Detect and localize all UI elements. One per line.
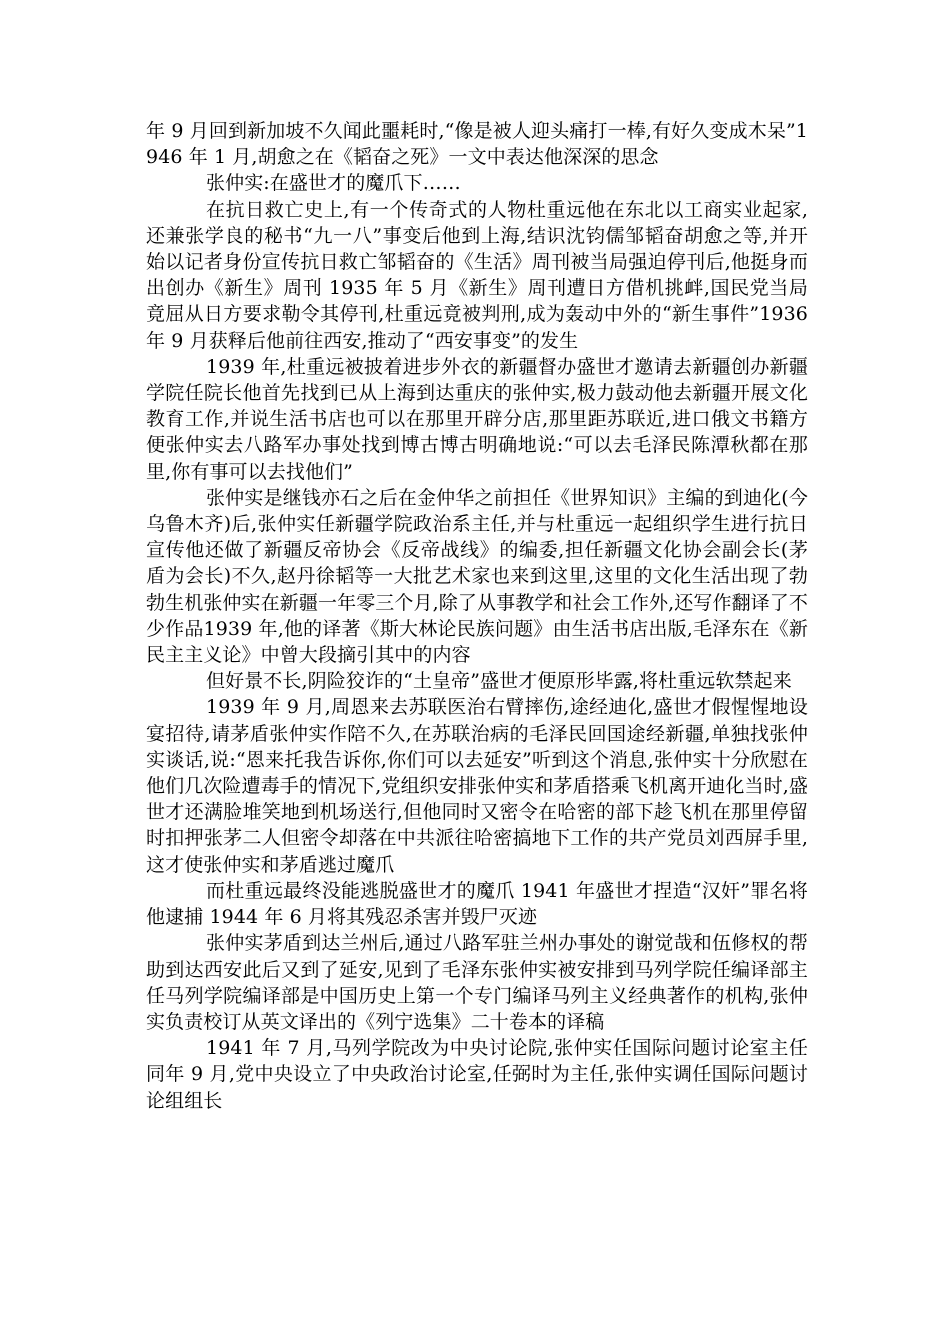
paragraph-9: 张仲实茅盾到达兰州后,通过八路军驻兰州办事处的谢觉哉和伍修权的帮助到达西安此后又到了延安,见到了毛泽东张仲实被安排到马列学院任编译部主任马列学院编译部是中国历史上第一个专门编译马列主义经典著作的机构,张仲实负责校订从英文译出的《列宁选集》二十卷本的译稿 — [146, 932, 808, 1033]
paragraph-3: 在抗日救亡史上,有一个传奇式的人物杜重远他在东北以工商实业起家,还兼张学良的秘书“九一八”事变后他到上海,结识沈钧儒邹韬奋胡愈之等,并开始以记者身份宣传抗日救亡邹韬奋的《生活》周刊被当局强迫停刊后,他挺身而出创办《新生》周刊 1935 年 5 月《新生》周刊遭日方借机挑衅,国民党当局竟屈从日方要求勒令其停刊,杜重远竟被判刑,成为轰动中外的“新生事件”1936 年 9 月获释后他前往西安,推动了“西安事变”的发生 — [146, 198, 808, 352]
paragraph-4: 1939 年,杜重远被披着进步外衣的新疆督办盛世才邀请去新疆创办新疆学院任院长他首先找到已从上海到达重庆的张仲实,极力鼓动他去新疆开展文化教育工作,并说生活书店也可以在那里开辟分店,那里距苏联近,进口俄文书籍方便张仲实去八路军办事处找到博古博古明确地说:“可以去毛泽民陈潭秋都在那里,你有事可以去找他们” — [146, 355, 808, 483]
paragraph-7: 1939 年 9 月,周恩来去苏联医治右臂摔伤,途经迪化,盛世才假惺惺地设宴招待,请茅盾张仲实作陪不久,在苏联治病的毛泽民回国途经新疆,单独找张仲实谈话,说:“恩来托我告诉你,你们可以去延安”听到这个消息,张仲实十分欣慰在他们几次险遭毒手的情况下,党组织安排张仲实和茅盾搭乘飞机离开迪化当时,盛世才还满脸堆笑地到机场送行,但他同时又密令在哈密的部下趁飞机在那里停留时扣押张茅二人但密令却落在中共派往哈密搞地下工作的共产党员刘西屏手里,这才使张仲实和茅盾逃过魔爪 — [146, 696, 808, 876]
paragraph-1: 年 9 月回到新加坡不久闻此噩耗时,“像是被人迎头痛打一棒,有好久变成木呆”1946 年 1 月,胡愈之在《韬奋之死》一文中表达他深深的思念 — [146, 120, 808, 169]
paragraph-5: 张仲实是继钱亦石之后在金仲华之前担任《世界知识》主编的到迪化(今乌鲁木齐)后,张仲实任新疆学院政治系主任,并与杜重远一起组织学生进行抗日宣传他还做了新疆反帝协会《反帝战线》的编委,担任新疆文化协会副会长(茅盾为会长)不久,赵丹徐韬等一大批艺术家也来到这里,这里的文化生活出现了勃勃生机张仲实在新疆一年零三个月,除了从事教学和社会工作外,还写作翻译了不少作品1939 年,他的译著《斯大林论民族问题》由生活书店出版,毛泽东在《新民主主义论》中曾大段摘引其中的内容 — [146, 486, 808, 667]
section-heading: 张仲实:在盛世才的魔爪下…… — [206, 172, 461, 195]
document-page — [146, 118, 808, 1114]
paragraph-8: 而杜重远最终没能逃脱盛世才的魔爪 1941 年盛世才捏造“汉奸”罪名将他逮捕 1944 年 6 月将其残忍杀害并毁尸灭迹 — [146, 879, 808, 929]
paragraph-10: 1941 年 7 月,马列学院改为中央讨论院,张仲实任国际问题讨论室主任同年 9 月,党中央设立了中央政治讨论室,任弼时为主任,张仲实调任国际问题讨论组组长 — [146, 1037, 808, 1112]
paragraph-6: 但好景不长,阴险狡诈的“土皇帝”盛世才便原形毕露,将杜重远软禁起来 — [206, 670, 792, 693]
